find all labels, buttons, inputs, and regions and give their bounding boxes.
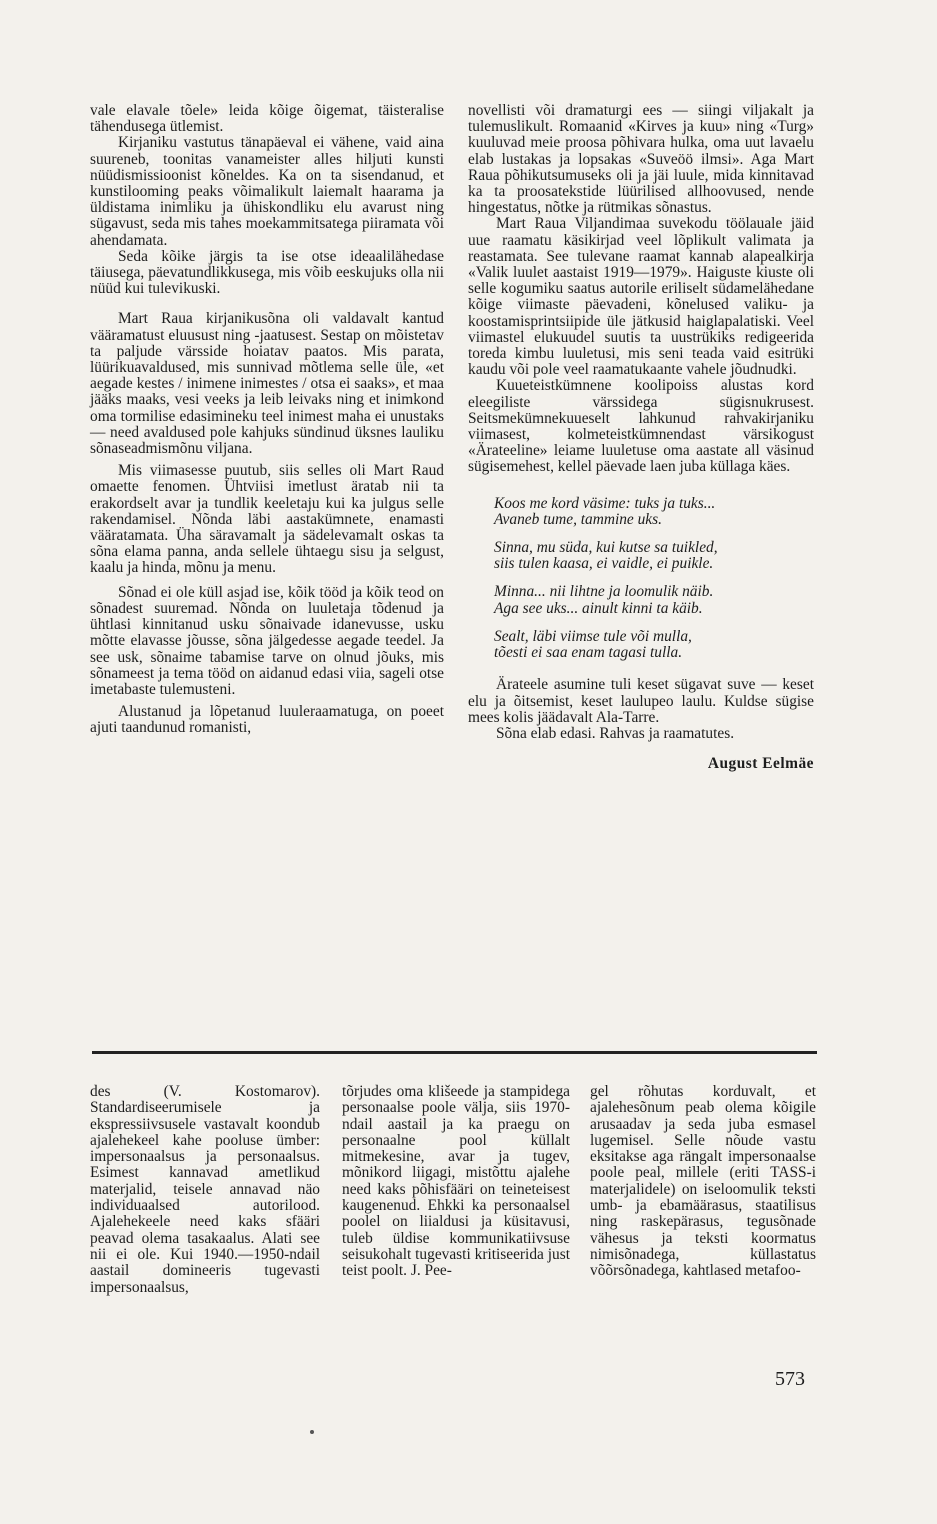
paragraph: Mart Raua Viljandimaa suvekodu töölauale jäid uue raamatu käsikirjad veel lõplikult valimata ja reastamata. See tulevane raamat kannab alapealkirja «Valik luulet aastaist 1919—1979». Haiguste kiuste oli selle kogumiku saatus autorile eriliselt südamelähedane kõige viimaste päevadeni, kõnelused valiku- ja koostamisprintsiipide üle jätkusid haiglapalatiski. Veel viimastel elukuudel suutis ta uustrükiks redigeerida toreda kimbu luuletusi, mis seni teada vaid esitrüki kaudu või pole veel raamatukaante vahele jõudnudki. (468, 215, 814, 379)
paragraph: Mart Raua kirjanikusõna oli valdavalt kantud vääramatust eluusust ning -jaatusest. Sestap on mõistetav ta paljude värsside hoiatav paatos. Mis parata, lüürikuavaldused, mis sunnivad mõtlema selle üle, «et aegade kestes / inimene inimestes / otsa ei saaks», et maa jääks maaks, vesi veeks ja leib leivaks ning et inimkond oma tormilise edasimineku teel inimest maha ei unustaks — need avaldused pole kahjuks sündinud üksnes lauliku sõnaseadmismõnu viljana. (90, 310, 444, 458)
print-speck (310, 1430, 314, 1434)
paragraph: novellisti või dramaturgi ees — siingi viljakalt ja tulemuslikult. Romaanid «Kirves ja kuu» ning «Turg» kuuluvad meie proosa põhivara hulka, oma uut lavaelu elab lustakas ja lopsakas «Suveöö ilmsi». Aga Mart Raua põhikutsumuseks oli ja jäi luule, mida kinnitavad ka ta proosatekstide lüürilised allhoovused, nende hingestatus, nõtke ja rütmikas sõnastus. (468, 102, 814, 217)
article-column-right (468, 103, 814, 772)
paragraph: Kuueteistkümnene koolipoiss alustas kord eleegiliste värssidega sügisnukrusest. Seitsmekümnekuueselt lahkunud rahvakirjaniku viimasest, kolmeteistkümnendast värsikogust «Ärateeline» leiame luuletuse oma aastate all väsinud sügisemehest, kellel päevade laen juba küllaga käes. (468, 377, 814, 476)
poem-line: Sealt, läbi viimse tule või mulla, (494, 627, 692, 645)
section-divider (92, 1051, 817, 1054)
author-signature: August Eelmäe (707, 755, 814, 773)
poem-stanza (494, 629, 814, 661)
paragraph: Kirjaniku vastutus tänapäeval ei vähene, vaid aina suureneb, toonitas vanameister alles hiljuti kunsti nüüdismissioonist kõneldes. Ka on ta sisendanud, et kunstilooming peaks võimalikult laiemalt haarama ja üldistama inimliku ja ühiskondliku elu avarust ning sügavust, seda mis tahes moekammitsatega piiramata või ahendamata. (90, 134, 444, 249)
paragraph: tõrjudes oma klišeede ja stampidega personaalse poole välja, siis 1970-ndail aastail ja ka praegu on personaalne pool küllalt mitmekesine, avar ja tugev, mõnikord liigagi, mistõttu ajalehe need kaks põhisfääri on teineteisest kaugenenud. Ehkki ka personaalsel poolel on liialdusi ja küsitavusi, tuleb üldise kommunikatiivsuse seisukohalt tugevasti kritiseerida just teist poolt. J. Pee- (342, 1083, 570, 1280)
article-column-left (90, 103, 444, 737)
poem-line: tõesti ei saa enam tagasi tulla. (494, 644, 683, 662)
paragraph: des (V. Kostomarov). Standardiseerumisele ja ekspressiivsusele vastavalt koondub ajalehekeel kahe pooluse ümber: impersonaalsus ja personaalsus. Esimest kannavad ametlikud materjalid, teisele annavad näo individuaalsed autorilood. Ajalehekeele need kaks sfääri peavad olema tasakaalus. Alati see nii ei ole. Kui 1940.—1950-ndail aastail domineeris tugevasti impersonaalsus, (90, 1083, 320, 1296)
poem-line: siis tulen kaasa, ei vaidle, ei puikle. (494, 555, 714, 573)
poem-line: Avaneb tume, tammine uks. (494, 510, 662, 528)
page-number: 573 (775, 1368, 805, 1390)
paragraph: Ärateele asumine tuli keset sügavat suve — keset elu ja õitsemist, keset laulupeo laulu. Kuldse sügise mees kolis jäädavalt Ala-Tarre. (468, 676, 814, 726)
paragraph: Alustanud ja lõpetanud luuleraamatuga, on poeet ajuti taandunud romanisti, (90, 703, 444, 737)
paragraph: Seda kõike järgis ta ise otse ideaalilähedase täiusega, päevatundlikkusega, mis võib eeskujuks olla nii nüüd kui tulevikuski. (90, 247, 444, 298)
poem (494, 496, 814, 662)
poem-line: Sinna, mu süda, kui kutse sa tuikled, (494, 539, 718, 557)
lower-column-1 (90, 1084, 320, 1296)
poem-line: Minna... nii lihtne ja loomulik näib. (494, 583, 714, 601)
lower-column-2 (342, 1084, 570, 1280)
paragraph: Sõnad ei ole küll asjad ise, kõik tööd ja kõik teod on sõnadest suuremad. Nõnda on luuletaja tõdenud ja ühtlasi kinnitanud usku sõnaivade idanevusse, usku mõtte elavasse jõusse, sõna jälgedesse aegade teedel. Ja see usk, sõnaime tabamise tarve on olnud jõuks, mis sõnameest ja tema tööd on aidanud edasi viia, sageli otse imetabaste tulemusteni. (90, 583, 444, 698)
paragraph: Mis viimasesse puutub, siis selles oli Mart Raud omaette fenomen. Ühtviisi imetlust äratab nii ta erakordselt avar ja tundlik keeletaju kui ka julgus selle rakendamisel. Nõnda läbi aastakümnete, enamasti vääratamata. Üha säravamalt ja sädelevamalt oskas ta sõna elama panna, anda sellele ühtaegu sisu ja selgust, kaalu ja hinda, mõnu ja menu. (90, 462, 444, 577)
paragraph: Sõna elab edasi. Rahvas ja raamatutes. (496, 724, 735, 742)
poem-line: Koos me kord väsime: tuks ja tuks... (494, 494, 716, 512)
poem-stanza (494, 584, 814, 616)
lower-column-3 (590, 1084, 816, 1280)
poem-stanza (494, 496, 814, 528)
paragraph: gel rõhutas korduvalt, et ajalehesõnum peab olema kõigile arusaadav ja seda juba esmasel lugemisel. Selle nõude vastu eksitakse aga rängalt impersonaalse poole peal, millele (eriti TASS-i materjalidele) on iseloomulik teksti umb- ja ebamäärasus, staatilisus ning raskepärasus, tegusõnade vähesus ja teksti koormatus nimisõnadega, küllastatus võõrsõnadega, kahtlased metafoo- (590, 1083, 816, 1280)
poem-line: Aga see uks... ainult kinni ta käib. (494, 599, 703, 617)
poem-stanza (494, 540, 814, 572)
paragraph: vale elavale tõele» leida kõige õigemat, täisteralise tähendusega ütlemist. (90, 102, 444, 136)
